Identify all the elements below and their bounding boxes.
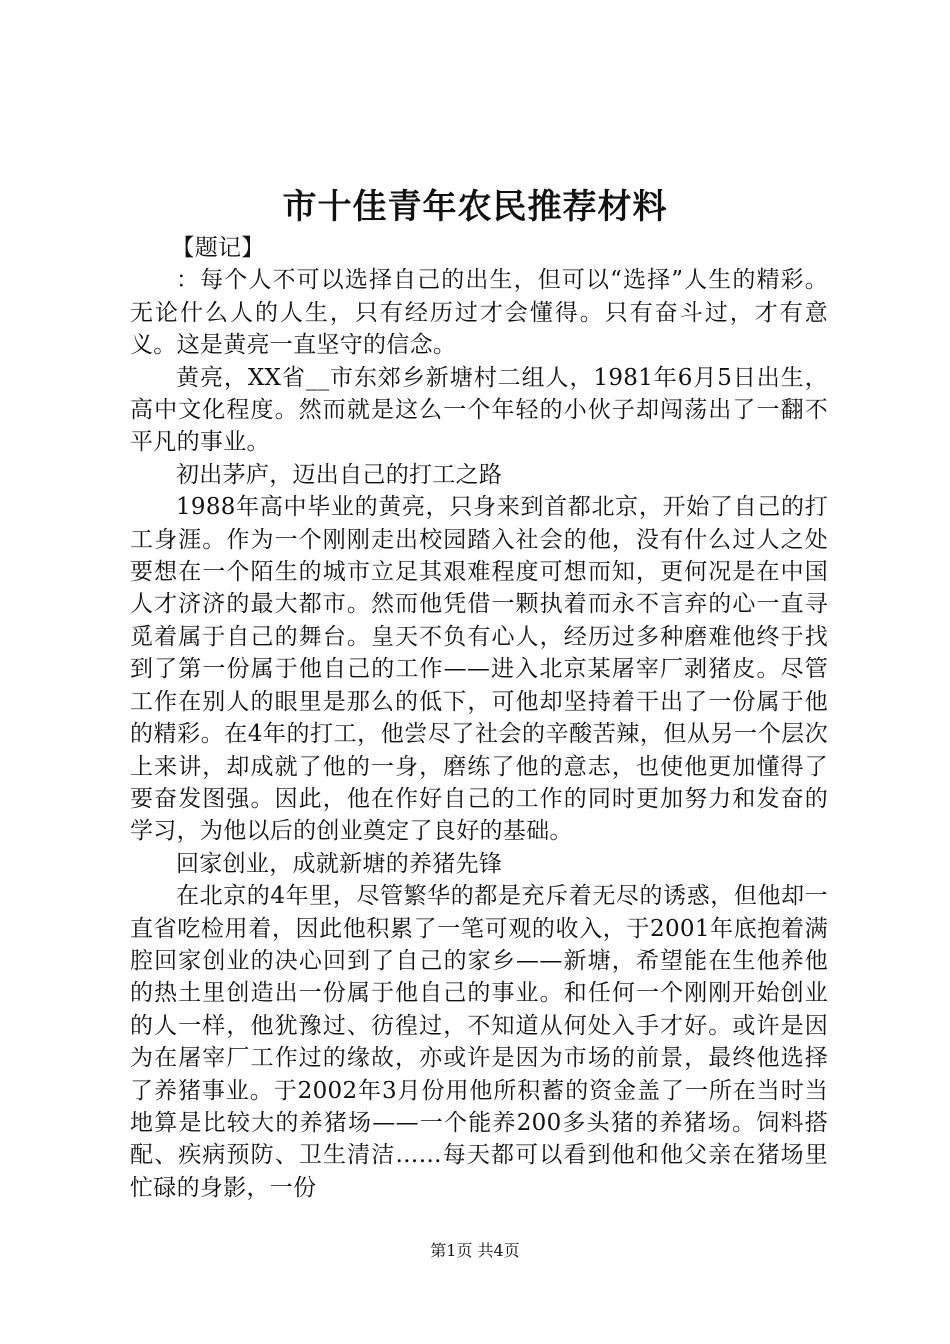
paragraph-section-1: 1988年高中毕业的黄亮，只身来到首都北京，开始了自己的打工身涯。作为一个刚刚走出校园踏入社会的他，没有什么过人之处要想在一个陌生的城市立足其艰难程度可想而知，更何况是在中国人才济济的最大都市。然而他凭借一颗执着而永不言弃的心一直寻觅着属于自己的舞台。皇天不负有心人，经历过多种磨难他终于找到了第一份属于他自己的工作——进入北京某屠宰厂剥猪皮。尽管工作在别人的眼里是那么的低下，可他却坚持着干出了一份属于他的精彩。在4年的打工，他尝尽了社会的辛酸苦辣，但从另一个层次上来讲，却成就了他的一身，磨练了他的意志，也使他更加懂得了要奋发图强。因此，他在作好自己的工作的同时更加努力和发奋的学习，为他以后的创业奠定了良好的基础。 xyxy=(130,494,828,845)
epigraph-heading: 【题记】 xyxy=(171,235,265,261)
section-heading-2: 回家创业，成就新塘的养猪先锋 xyxy=(176,850,503,877)
section-heading-1: 初出茅庐，迈出自己的打工之路 xyxy=(176,461,503,488)
paragraph-section-2: 在北京的4年里，尽管繁华的都是充斥着无尽的诱惑，但他却一直省吃检用着，因此他积累了一笔可观的收入，于2001年底抱着满腔回家创业的决心回到了自己的家乡——新塘，希望能在生他养他的热土里创造出一份属于他自己的事业。和任何一个刚刚开始创业的人一样，他犹豫过、彷徨过，不知道从何处入手才好。或许是因为在屠宰厂工作过的缘故，亦或许是因为市场的前景，最终他选择了养猪事业。于2002年3月份用他所积蓄的资金盖了一所在当时当地算是比较大的养猪场——一个能养200多头猪的养猪场。饲料搭配、疾病预防、卫生清洁……每天都可以看到他和他父亲在猪场里忙碌的身影，一份 xyxy=(130,883,828,1201)
paragraph-epigraph: ：每个人不可以选择自己的出生，但可以“选择”人生的精彩。无论什么人的人生，只有经历过才会懂得。只有奋斗过，才有意义。这是黄亮一直坚守的信念。 xyxy=(130,267,828,359)
page-number: 第1页 共4页 xyxy=(430,1241,520,1260)
document-body xyxy=(130,232,828,1204)
document-title: 市十佳青年农民推荐材料 xyxy=(282,187,668,227)
paragraph-intro: 黄亮，XX省__市东郊乡新塘村二组人，1981年6月5日出生，高中文化程度。然而就是这么一个年轻的小伙子却闯荡出了一翻不平凡的事业。 xyxy=(130,364,828,456)
